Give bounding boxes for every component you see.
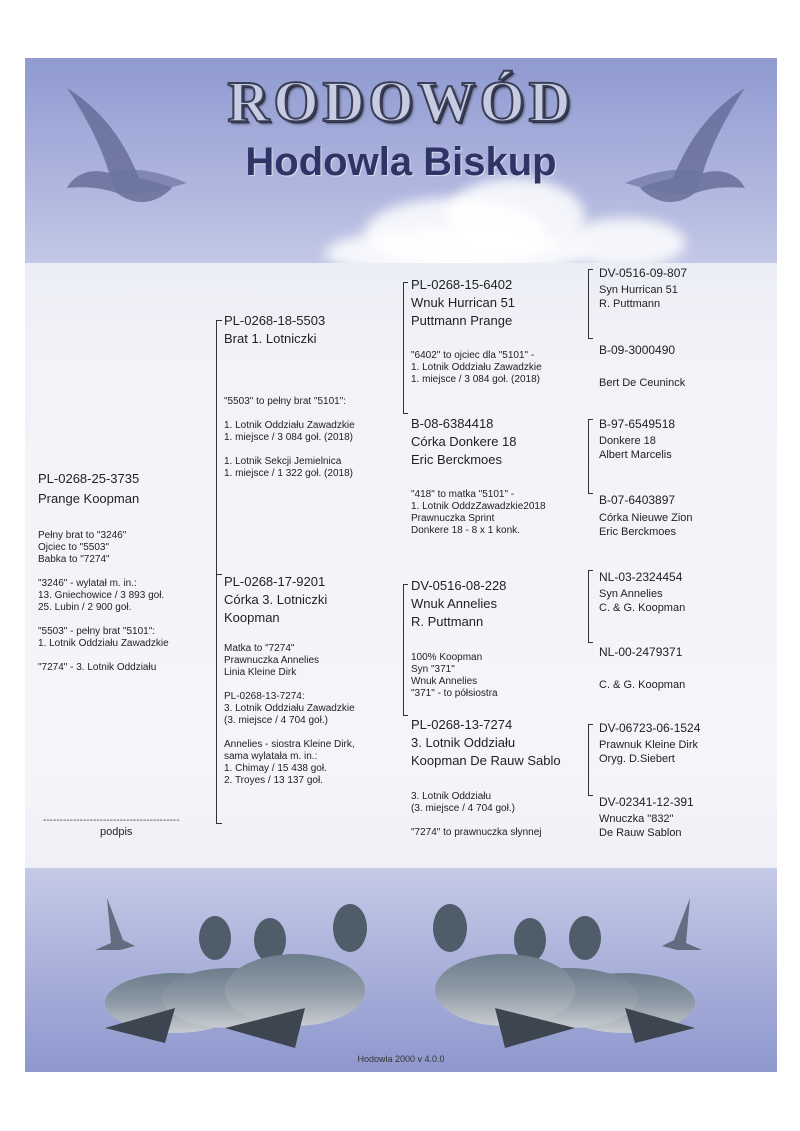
connector-tick (216, 574, 222, 575)
grandparent-breeder: R. Puttmann (411, 614, 484, 629)
dam-breeder: Koopman (224, 610, 280, 625)
note-line (411, 815, 542, 827)
grandparent-ring: PL-0268-15-6402 (411, 277, 513, 292)
great-grandparent-line: C. & G. Koopman (599, 679, 686, 691)
note-line: PL-0268-13-7274: (224, 691, 305, 702)
note-line: Donkere 18 - 8 x 1 konk. (411, 525, 520, 536)
note-line (224, 444, 355, 456)
note-line (38, 650, 169, 662)
note-line (38, 566, 169, 578)
subject-name: Prange Koopman (38, 491, 140, 506)
kennel-name: Hodowla Biskup (245, 140, 557, 184)
note-line: Linia Kleine Dirk (224, 667, 297, 678)
great-grandparent-ring: NL-03-2324454 (599, 570, 683, 584)
connector-gen2-top (403, 282, 404, 414)
grandparent-name: Wnuk Annelies (411, 596, 497, 611)
note-line: 1. Lotnik Oddziału Zawadzkie (411, 362, 542, 373)
great-grandparent-line: Eric Berckmoes (599, 526, 677, 538)
note-line: 25. Lubin / 2 900 goł. (38, 602, 132, 613)
great-grandparent-ring: B-07-6403897 (599, 493, 676, 507)
connector-tick (403, 715, 408, 716)
connector-gen3-3 (588, 570, 589, 643)
note-line: 1. Lotnik OddzZawadzkie2018 (411, 501, 546, 512)
dam-ring: PL-0268-17-9201 (224, 574, 326, 589)
connector-tick (216, 823, 222, 824)
grandparent-notes (411, 652, 498, 700)
subject-notes (38, 530, 169, 674)
sire-notes (224, 396, 355, 480)
note-line: Prawnuczka Annelies (224, 655, 320, 666)
note-line: 3. Lotnik Oddziału Zawadzkie (224, 703, 355, 714)
great-grandparent-line: R. Puttmann (599, 298, 661, 310)
connector-gen3-4 (588, 724, 589, 796)
note-line: Ojciec to "5503" (38, 542, 110, 553)
great-grandparent-line: Donkere 18 (599, 435, 656, 447)
great-grandparent-line: Bert De Ceuninck (599, 377, 686, 389)
note-line (224, 727, 355, 739)
note-line: 1. Lotnik Oddziału Zawadzkie (38, 638, 169, 649)
great-grandparent-ring: B-09-3000490 (599, 343, 676, 357)
connector-tick (588, 338, 593, 339)
great-grandparent-ring: NL-00-2479371 (599, 645, 683, 659)
note-line: "7274" to prawnuczka słynnej (411, 827, 542, 838)
great-grandparent-line: Syn Hurrican 51 (599, 284, 678, 296)
great-grandparent-ring: DV-06723-06-1524 (599, 721, 701, 735)
connector-tick (588, 493, 593, 494)
subject-ring: PL-0268-25-3735 (38, 471, 140, 486)
note-line: (3. miejsce / 4 704 goł.) (411, 803, 515, 814)
connector-gen1 (216, 320, 217, 824)
grandparent-ring: DV-0516-08-228 (411, 578, 507, 593)
grandparent-notes (411, 489, 546, 537)
grandparent-breeder: Koopman De Rauw Sablo (411, 753, 561, 768)
note-line: "5503" - pełny brat "5101": (38, 626, 156, 637)
grandparent-name: Córka Donkere 18 (411, 434, 517, 449)
great-grandparent-line: Oryg. D.Siebert (599, 753, 675, 765)
great-grandparent-line: De Rauw Sablon (599, 827, 682, 839)
grandparent-ring: PL-0268-13-7274 (411, 717, 513, 732)
grandparent-ring: B-08-6384418 (411, 416, 494, 431)
dam-name: Córka 3. Lotniczki (224, 592, 328, 607)
note-line: Wnuk Annelies (411, 676, 478, 687)
connector-tick (588, 724, 593, 725)
note-line: 1. Lotnik Oddziału Zawadzkie (224, 420, 355, 431)
note-line: Matka to "7274" (224, 643, 295, 654)
note-line: 1. miejsce / 3 084 goł. (2018) (224, 432, 353, 443)
pigeons-illustration-icon (25, 868, 777, 1072)
note-line: Pełny brat to "3246" (38, 530, 127, 541)
note-line: "418" to matka "5101" - (411, 489, 515, 500)
note-line (224, 679, 355, 691)
note-line: 3. Lotnik Oddziału (411, 791, 492, 802)
connector-tick (588, 570, 593, 571)
note-line: sama wylatała m. in.: (224, 751, 318, 762)
note-line: Prawnuczka Sprint (411, 513, 495, 524)
great-grandparent-line: C. & G. Koopman (599, 602, 686, 614)
sire-ring: PL-0268-18-5503 (224, 313, 326, 328)
note-line: "371" - to półsiostra (411, 688, 498, 699)
note-line: 100% Koopman (411, 652, 483, 663)
note-line: (3. miejsce / 4 704 goł.) (224, 715, 328, 726)
great-grandparent-ring: B-97-6549518 (599, 417, 676, 431)
great-grandparent-line: Syn Annelies (599, 588, 663, 600)
note-line: Syn "371" (411, 664, 455, 675)
grandparent-breeder: Eric Berckmoes (411, 452, 503, 467)
note-line: "3246" - wylatał m. in.: (38, 578, 137, 589)
connector-gen3-2 (588, 419, 589, 494)
grandparent-notes (411, 791, 542, 839)
note-line: Babka to "7274" (38, 554, 110, 565)
grandparent-breeder: Puttmann Prange (411, 313, 513, 328)
connector-tick (216, 320, 222, 321)
great-grandparent-ring: DV-02341-12-391 (599, 795, 694, 809)
connector-gen3-1 (588, 269, 589, 339)
connector-tick (403, 584, 408, 585)
note-line: "6402" to ojciec dla "5101" - (411, 350, 535, 361)
note-line: "5503" to pełny brat "5101": (224, 396, 347, 407)
software-credit: Hodowla 2000 v 4.0.0 (357, 1054, 445, 1064)
great-grandparent-line: Albert Marcelis (599, 449, 672, 461)
note-line: 1. miejsce / 1 322 goł. (2018) (224, 468, 353, 479)
note-line: Annelies - siostra Kleine Dirk, (224, 739, 355, 750)
note-line: 1. Lotnik Sekcji Jemielnica (224, 456, 342, 467)
connector-tick (403, 413, 408, 414)
note-line: 2. Troyes / 13 137 goł. (224, 775, 323, 786)
grandparent-notes (411, 350, 542, 386)
grandparent-name: 3. Lotnik Oddziału (411, 735, 516, 750)
great-grandparent-ring: DV-0516-09-807 (599, 266, 688, 280)
connector-tick (588, 269, 593, 270)
note-line: "7274" - 3. Lotnik Oddziału (38, 662, 157, 673)
sire-name: Brat 1. Lotniczki (224, 331, 317, 346)
connector-tick (588, 795, 593, 796)
connector-tick (588, 419, 593, 420)
footer-banner (25, 868, 777, 1072)
header-banner (25, 58, 777, 263)
note-line: 13. Gniechowice / 3 893 goł. (38, 590, 165, 601)
page-title: RODOWÓD (227, 69, 575, 134)
great-grandparent-line: Córka Nieuwe Zion (599, 512, 693, 524)
connector-gen2-bottom (403, 584, 404, 716)
signature-line: ----------------------------------------- (43, 815, 180, 826)
note-line: 1. miejsce / 3 084 goł. (2018) (411, 374, 540, 385)
note-line: 1. Chimay / 15 438 goł. (224, 763, 327, 774)
dam-notes (224, 643, 355, 787)
note-line (224, 408, 355, 420)
pedigree-sheet (25, 58, 777, 1072)
connector-tick (588, 642, 593, 643)
note-line (38, 614, 169, 626)
great-grandparent-line: Prawnuk Kleine Dirk (599, 739, 699, 751)
grandparent-name: Wnuk Hurrican 51 (411, 295, 516, 310)
connector-tick (403, 282, 408, 283)
great-grandparent-line: Wnuczka "832" (599, 813, 674, 825)
signature-label: podpis (100, 826, 133, 838)
